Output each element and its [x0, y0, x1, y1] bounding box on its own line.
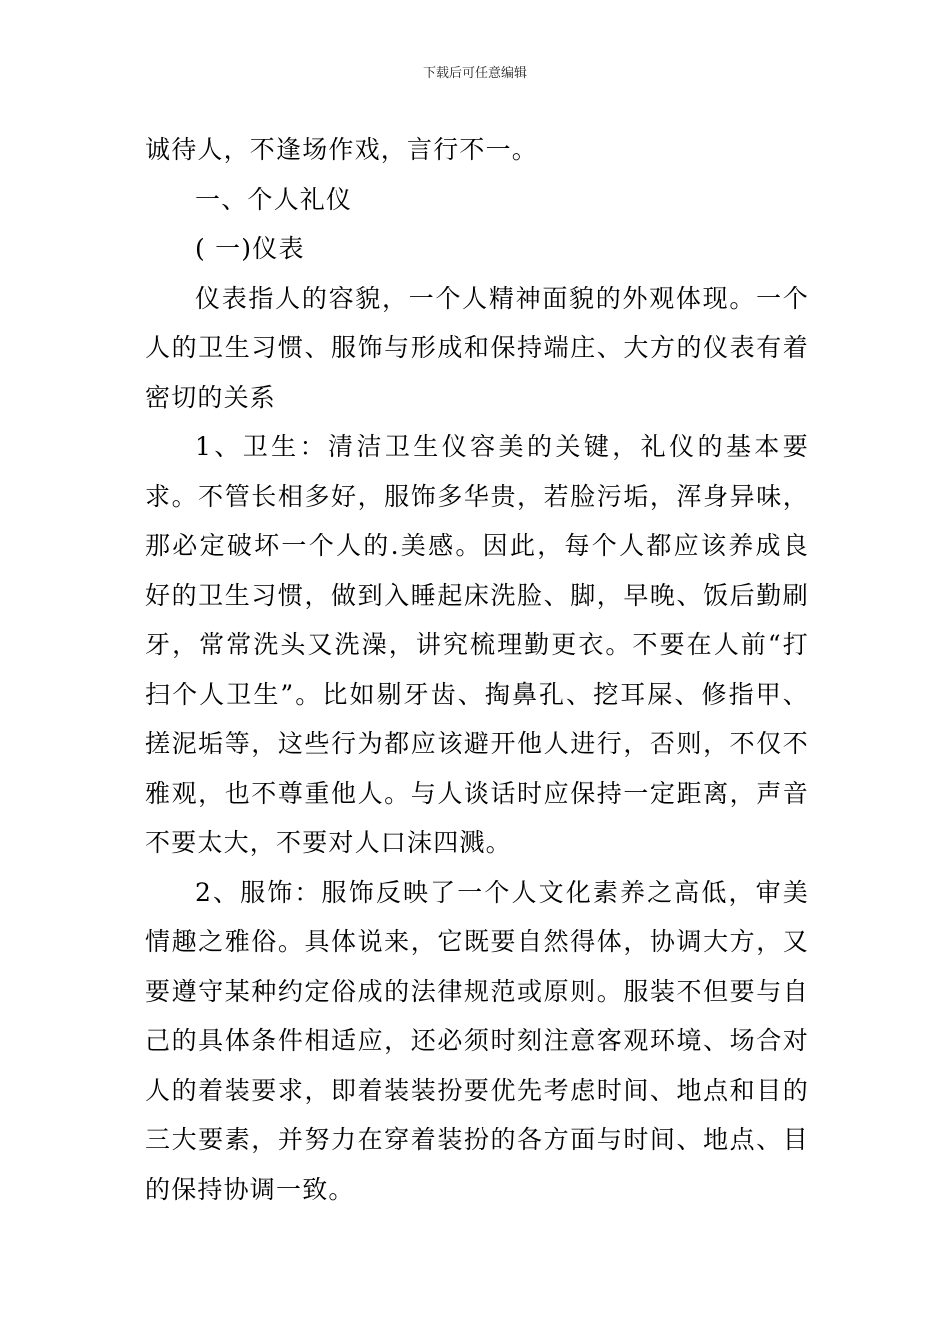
paragraph-appearance: 仪表指人的容貌，一个人精神面貌的外观体现。一个人的卫生习惯、服饰与形成和保持端庄、大方的仪表有着密切的关系 — [145, 283, 809, 412]
paragraph-hygiene: 1、卫生：清洁卫生仪容美的关键，礼仪的基本要求。不管长相多好，服饰多华贵，若脸污垢，浑身异味，那必定破坏一个人的.美感。因此，每个人都应该养成良好的卫生习惯，做到入睡起床洗脸、脚，早晚、饭后勤刷牙，常常洗头又洗澡，讲究梳理勤更衣。不要在人前“打扫个人卫生”。比如剔牙齿、掏鼻孔、挖耳屎、修指甲、搓泥垢等，这些行为都应该避开他人进行，否则，不仅不雅观，也不尊重他人。与人谈话时应保持一定距离，声音不要太大，不要对人口沫四溅。 — [145, 432, 809, 857]
page-header-note: 下载后可任意编辑 — [422, 66, 527, 81]
paragraph-continuation: 诚待人，不逢场作戏，言行不一。 — [145, 135, 539, 164]
paragraph-clothing: 2、服饰：服饰反映了一个人文化素养之高低，审美情趣之雅俗。具体说来，它既要自然得体，协调大方，又要遵守某种约定俗成的法律规范或原则。服装不但要与自己的具体条件相适应，还必须时刻注意客观环境、场合对人的着装要求，即着装装扮要优先考虑时间、地点和目的三大要素，并努力在穿着装扮的各方面与时间、地点、目的保持协调一致。 — [145, 877, 809, 1204]
document-body — [145, 125, 809, 1214]
subsection-heading: ( 一)仪表 — [195, 234, 305, 263]
section-heading: 一、个人礼仪 — [195, 184, 353, 214]
